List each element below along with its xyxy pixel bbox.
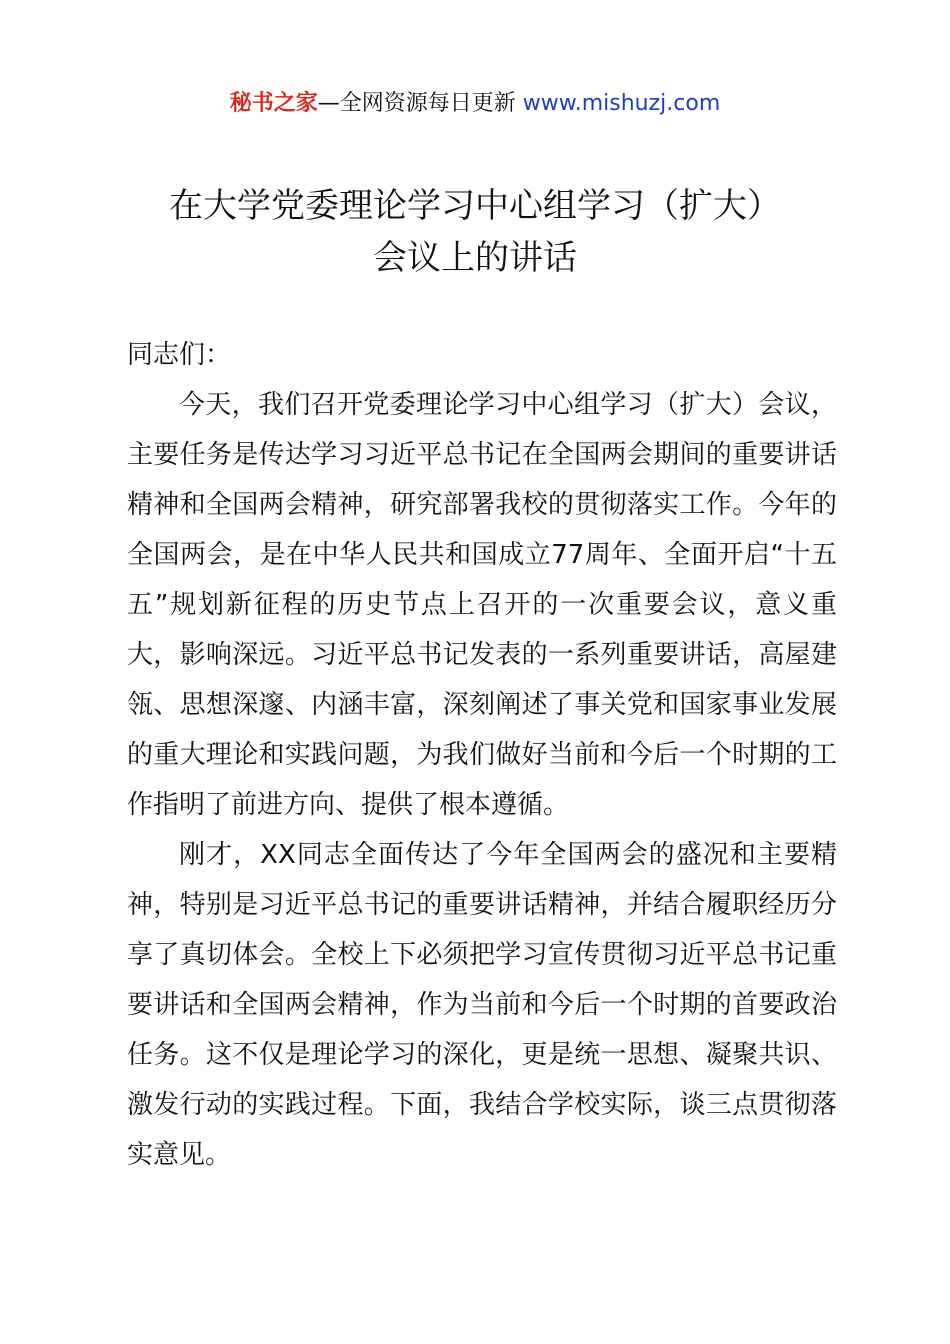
salutation: 同志们： [127,340,232,370]
title-line-1: 在大学党委理论学习中心组学习（扩大） [169,186,781,226]
title-line-2: 会议上的讲话 [373,238,577,278]
paragraph-1: 今天，我们召开党委理论学习中心组学习（扩大）会议，主要任务是传达学习习近平总书记在全国两会期间的重要讲话精神和全国两会精神，研究部署我校的贯彻落实工作。今年的全国两会，是在中华人民共和国成立77周年、全面开启“十五五”规划新征程的历史节点上召开的一次重要会议，意义重大，影响深远。习近平总书记发表的一系列重要讲话，高屋建瓴、思想深邃、内涵丰富，深刻阐述了事关党和国家事业发展的重大理论和实践问题，为我们做好当前和今后一个时期的工作指明了前进方向、提供了根本遵循。 [127,390,837,820]
document-title [0,180,950,284]
paragraph-2: 刚才，XX同志全面传达了今年全国两会的盛况和主要精神，特别是习近平总书记的重要讲话精神，并结合履职经历分享了真切体会。全校上下必须把学习宣传贯彻习近平总书记重要讲话和全国两会精神，作为当前和今后一个时期的首要政治任务。这不仅是理论学习的深化，更是统一思想、凝聚共识、激发行动的实践过程。下面，我结合学校实际，谈三点贯彻落实意见。 [127,840,837,1170]
brand-name: 秘书之家 [229,91,318,116]
document-body [127,330,837,1180]
site-url-link[interactable]: www.mishuzj.com [522,91,721,116]
header-tagline: —全网资源每日更新 [317,91,516,116]
site-header [0,88,950,120]
